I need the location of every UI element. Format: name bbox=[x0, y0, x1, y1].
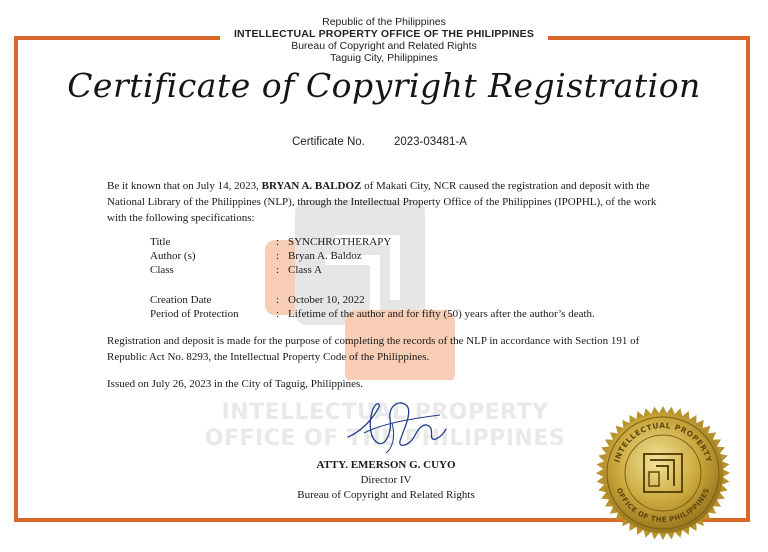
spec-label: Period of Protection bbox=[150, 308, 239, 320]
spec-value: Class A bbox=[288, 264, 322, 276]
official-gold-seal bbox=[594, 404, 732, 542]
spec-label: Title bbox=[150, 236, 171, 248]
spec-label: Creation Date bbox=[150, 294, 212, 306]
spec-colon: : bbox=[276, 264, 280, 276]
republic-line: Republic of the Philippines bbox=[322, 16, 446, 28]
spec-label: Author (s) bbox=[150, 250, 196, 262]
spec-colon: : bbox=[276, 308, 280, 320]
city-line: Taguig City, Philippines bbox=[330, 52, 438, 64]
spec-colon: : bbox=[276, 236, 280, 248]
spec-value: October 10, 2022 bbox=[288, 294, 365, 306]
certificate-number-value: 2023-03481-A bbox=[394, 136, 467, 148]
certificate-number-label: Certificate No. bbox=[292, 136, 365, 148]
spec-colon: : bbox=[276, 294, 280, 306]
issued-paragraph: Issued on July 26, 2023 in the City of Taguig, Philippines. bbox=[107, 378, 363, 390]
registration-paragraph: Registration and deposit is made for the purpose of completing the records of the NLP in accordance with Section 191 of Republic Act No. 8293, the Intellectual Property Code of the Philippines. bbox=[107, 335, 640, 363]
certificate-number bbox=[292, 136, 467, 148]
spec-value: SYNCHROTHERAPY bbox=[288, 236, 392, 248]
issuing-authority-header bbox=[0, 16, 768, 64]
signatory-office: Bureau of Copyright and Related Rights bbox=[297, 489, 475, 501]
intro-paragraph bbox=[107, 178, 667, 226]
intro-text-after: of Makati City, NCR caused the registration and deposit with the National Library of the Philippines (NLP), through the Intellectual Property Office of the Philippines (IPOPHL), of the work with the following specifications: bbox=[107, 180, 657, 224]
spec-colon: : bbox=[276, 250, 280, 262]
seal-top-text: INTELLECTUAL PROPERTY bbox=[612, 420, 714, 464]
bureau-line: Bureau of Copyright and Related Rights bbox=[291, 40, 477, 52]
signatory-name: ATTY. EMERSON G. CUYO bbox=[316, 459, 456, 471]
spec-label: Class bbox=[150, 264, 174, 276]
office-name: INTELLECTUAL PROPERTY OFFICE OF THE PHILIPPINES bbox=[233, 28, 535, 40]
watermark-line: INTELLECTUAL PROPERTY bbox=[221, 400, 549, 425]
watermark-line: OFFICE OF THE PHILIPPINES bbox=[204, 426, 566, 451]
certificate-title: Certificate of Copyright Registration bbox=[67, 66, 701, 105]
spec-value: Bryan A. Baldoz bbox=[288, 250, 362, 262]
seal-bottom-text: OFFICE OF THE PHILIPPINES bbox=[614, 486, 712, 525]
signatory-position: Director IV bbox=[360, 474, 412, 486]
spec-value: Lifetime of the author and for fifty (50) years after the author’s death. bbox=[288, 308, 595, 320]
registrant-name: BRYAN A. BALDOZ bbox=[261, 180, 362, 192]
signature-mark bbox=[340, 393, 450, 455]
intro-text-before: Be it known that on July 14, 2023, bbox=[107, 180, 262, 192]
